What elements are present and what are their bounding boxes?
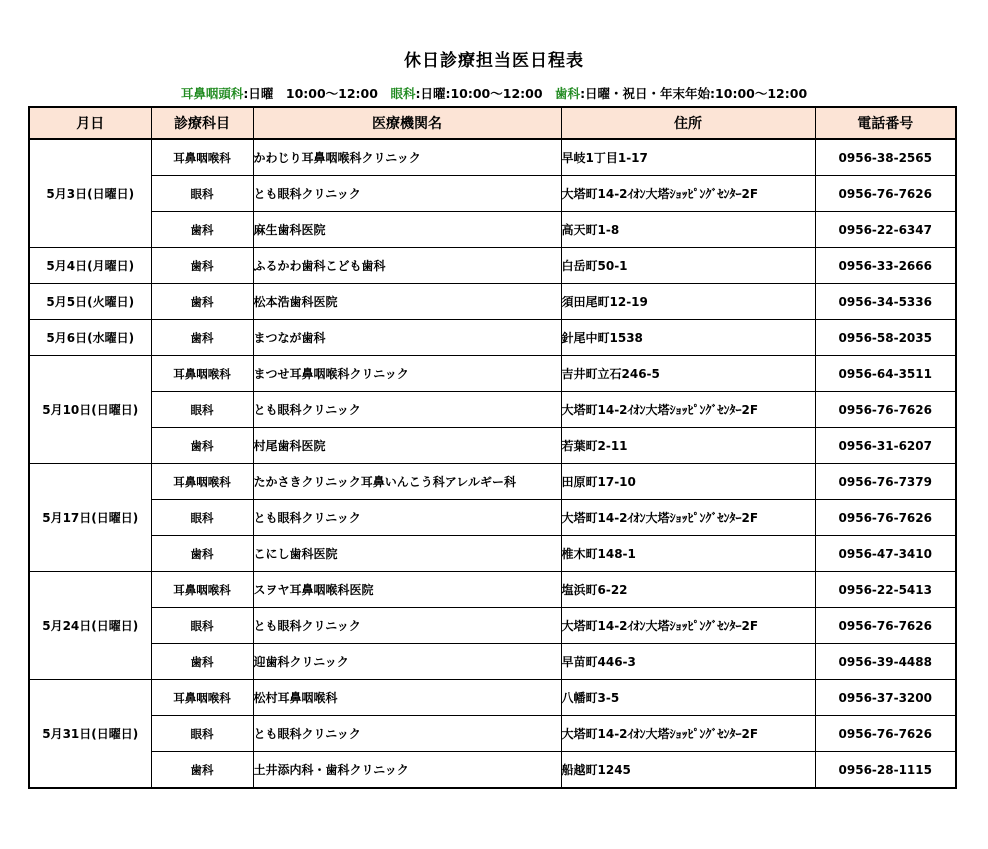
institution-cell: かわじり耳鼻咽喉科クリニック — [253, 139, 561, 176]
phone-cell: 0956-34-5336 — [815, 284, 956, 320]
address-cell: 大塔町14-2ｲｵﾝ大塔ｼｮｯﾋﾟﾝｸﾞｾﾝﾀｰ2F — [561, 500, 815, 536]
institution-cell: まつなが歯科 — [253, 320, 561, 356]
address-cell: 大塔町14-2ｲｵﾝ大塔ｼｮｯﾋﾟﾝｸﾞｾﾝﾀｰ2F — [561, 392, 815, 428]
department-cell: 歯科 — [151, 644, 253, 680]
column-header-phone: 電話番号 — [815, 107, 956, 139]
department-cell: 耳鼻咽喉科 — [151, 680, 253, 716]
address-cell: 早岐1丁目1-17 — [561, 139, 815, 176]
table-row — [29, 356, 956, 392]
table-row — [29, 248, 956, 284]
phone-cell: 0956-76-7626 — [815, 176, 956, 212]
address-cell: 須田尾町12-19 — [561, 284, 815, 320]
address-cell: 吉井町立石246-5 — [561, 356, 815, 392]
date-cell: 5月3日(日曜日) — [29, 139, 151, 248]
address-cell: 早苗町446-3 — [561, 644, 815, 680]
table-row — [29, 572, 956, 608]
institution-cell: 土井添内科・歯科クリニック — [253, 752, 561, 789]
institution-cell: スヲヤ耳鼻咽喉科医院 — [253, 572, 561, 608]
phone-cell: 0956-38-2565 — [815, 139, 956, 176]
phone-cell: 0956-76-7626 — [815, 392, 956, 428]
department-cell: 歯科 — [151, 248, 253, 284]
date-cell: 5月5日(火曜日) — [29, 284, 151, 320]
department-cell: 眼科 — [151, 716, 253, 752]
date-cell: 5月24日(日曜日) — [29, 572, 151, 680]
department-cell: 歯科 — [151, 428, 253, 464]
department-cell: 歯科 — [151, 752, 253, 789]
phone-cell: 0956-22-5413 — [815, 572, 956, 608]
schedule-body — [29, 139, 956, 788]
institution-cell: 迎歯科クリニック — [253, 644, 561, 680]
address-cell: 針尾中町1538 — [561, 320, 815, 356]
hours-text-dental: :日曜・祝日・年末年始:10:00～12:00 — [580, 86, 808, 101]
column-header-institution: 医療機関名 — [253, 107, 561, 139]
phone-cell: 0956-31-6207 — [815, 428, 956, 464]
institution-cell: とも眼科クリニック — [253, 716, 561, 752]
table-row — [29, 680, 956, 716]
institution-cell: とも眼科クリニック — [253, 176, 561, 212]
phone-cell: 0956-58-2035 — [815, 320, 956, 356]
department-cell: 眼科 — [151, 608, 253, 644]
institution-cell: たかさきクリニック耳鼻いんこう科アレルギー科 — [253, 464, 561, 500]
phone-cell: 0956-76-7626 — [815, 716, 956, 752]
department-cell: 歯科 — [151, 212, 253, 248]
table-row — [29, 212, 956, 248]
phone-cell: 0956-76-7379 — [815, 464, 956, 500]
phone-cell: 0956-37-3200 — [815, 680, 956, 716]
address-cell: 若葉町2-11 — [561, 428, 815, 464]
department-cell: 眼科 — [151, 176, 253, 212]
phone-cell: 0956-33-2666 — [815, 248, 956, 284]
phone-cell: 0956-76-7626 — [815, 500, 956, 536]
address-cell: 白岳町50-1 — [561, 248, 815, 284]
clinic-hours-line — [0, 84, 988, 102]
institution-cell: ふるかわ歯科こども歯科 — [253, 248, 561, 284]
phone-cell: 0956-76-7626 — [815, 608, 956, 644]
hours-dept-dental: 歯科 — [555, 86, 581, 101]
column-header-address: 住所 — [561, 107, 815, 139]
table-row — [29, 716, 956, 752]
date-cell: 5月4日(月曜日) — [29, 248, 151, 284]
table-row — [29, 644, 956, 680]
table-row — [29, 608, 956, 644]
institution-cell: とも眼科クリニック — [253, 608, 561, 644]
table-row — [29, 464, 956, 500]
table-row — [29, 392, 956, 428]
department-cell: 耳鼻咽喉科 — [151, 356, 253, 392]
institution-cell: 松本浩歯科医院 — [253, 284, 561, 320]
address-cell: 高天町1-8 — [561, 212, 815, 248]
column-header-date: 月日 — [29, 107, 151, 139]
address-cell: 田原町17-10 — [561, 464, 815, 500]
institution-cell: 松村耳鼻咽喉科 — [253, 680, 561, 716]
institution-cell: こにし歯科医院 — [253, 536, 561, 572]
address-cell: 大塔町14-2ｲｵﾝ大塔ｼｮｯﾋﾟﾝｸﾞｾﾝﾀｰ2F — [561, 716, 815, 752]
column-header-department: 診療科目 — [151, 107, 253, 139]
department-cell: 眼科 — [151, 500, 253, 536]
phone-cell: 0956-22-6347 — [815, 212, 956, 248]
department-cell: 耳鼻咽喉科 — [151, 464, 253, 500]
table-row — [29, 752, 956, 789]
phone-cell: 0956-28-1115 — [815, 752, 956, 789]
hours-text-ent: :日曜 10:00～12:00 — [243, 86, 391, 101]
address-cell: 椎木町148-1 — [561, 536, 815, 572]
department-cell: 歯科 — [151, 284, 253, 320]
table-row — [29, 536, 956, 572]
institution-cell: まつせ耳鼻咽喉科クリニック — [253, 356, 561, 392]
address-cell: 大塔町14-2ｲｵﾝ大塔ｼｮｯﾋﾟﾝｸﾞｾﾝﾀｰ2F — [561, 176, 815, 212]
phone-cell: 0956-64-3511 — [815, 356, 956, 392]
institution-cell: とも眼科クリニック — [253, 392, 561, 428]
address-cell: 大塔町14-2ｲｵﾝ大塔ｼｮｯﾋﾟﾝｸﾞｾﾝﾀｰ2F — [561, 608, 815, 644]
date-cell: 5月31日(日曜日) — [29, 680, 151, 789]
address-cell: 船越町1245 — [561, 752, 815, 789]
table-row — [29, 176, 956, 212]
department-cell: 歯科 — [151, 320, 253, 356]
table-header-row — [29, 107, 956, 139]
address-cell: 八幡町3-5 — [561, 680, 815, 716]
table-row — [29, 500, 956, 536]
page-title: 休日診療担当医日程表 — [404, 51, 584, 71]
department-cell: 眼科 — [151, 392, 253, 428]
table-row — [29, 284, 956, 320]
phone-cell: 0956-39-4488 — [815, 644, 956, 680]
department-cell: 耳鼻咽喉科 — [151, 572, 253, 608]
schedule-table — [28, 106, 957, 789]
institution-cell: 村尾歯科医院 — [253, 428, 561, 464]
hours-dept-eye: 眼科 — [390, 86, 416, 101]
date-cell: 5月6日(水曜日) — [29, 320, 151, 356]
address-cell: 塩浜町6-22 — [561, 572, 815, 608]
table-row — [29, 139, 956, 176]
hours-text-eye: :日曜:10:00～12:00 — [415, 86, 556, 101]
date-cell: 5月10日(日曜日) — [29, 356, 151, 464]
phone-cell: 0956-47-3410 — [815, 536, 956, 572]
hours-dept-ent: 耳鼻咽頭科 — [180, 86, 244, 101]
department-cell: 歯科 — [151, 536, 253, 572]
institution-cell: とも眼科クリニック — [253, 500, 561, 536]
department-cell: 耳鼻咽喉科 — [151, 139, 253, 176]
table-row — [29, 320, 956, 356]
institution-cell: 麻生歯科医院 — [253, 212, 561, 248]
date-cell: 5月17日(日曜日) — [29, 464, 151, 572]
table-row — [29, 428, 956, 464]
